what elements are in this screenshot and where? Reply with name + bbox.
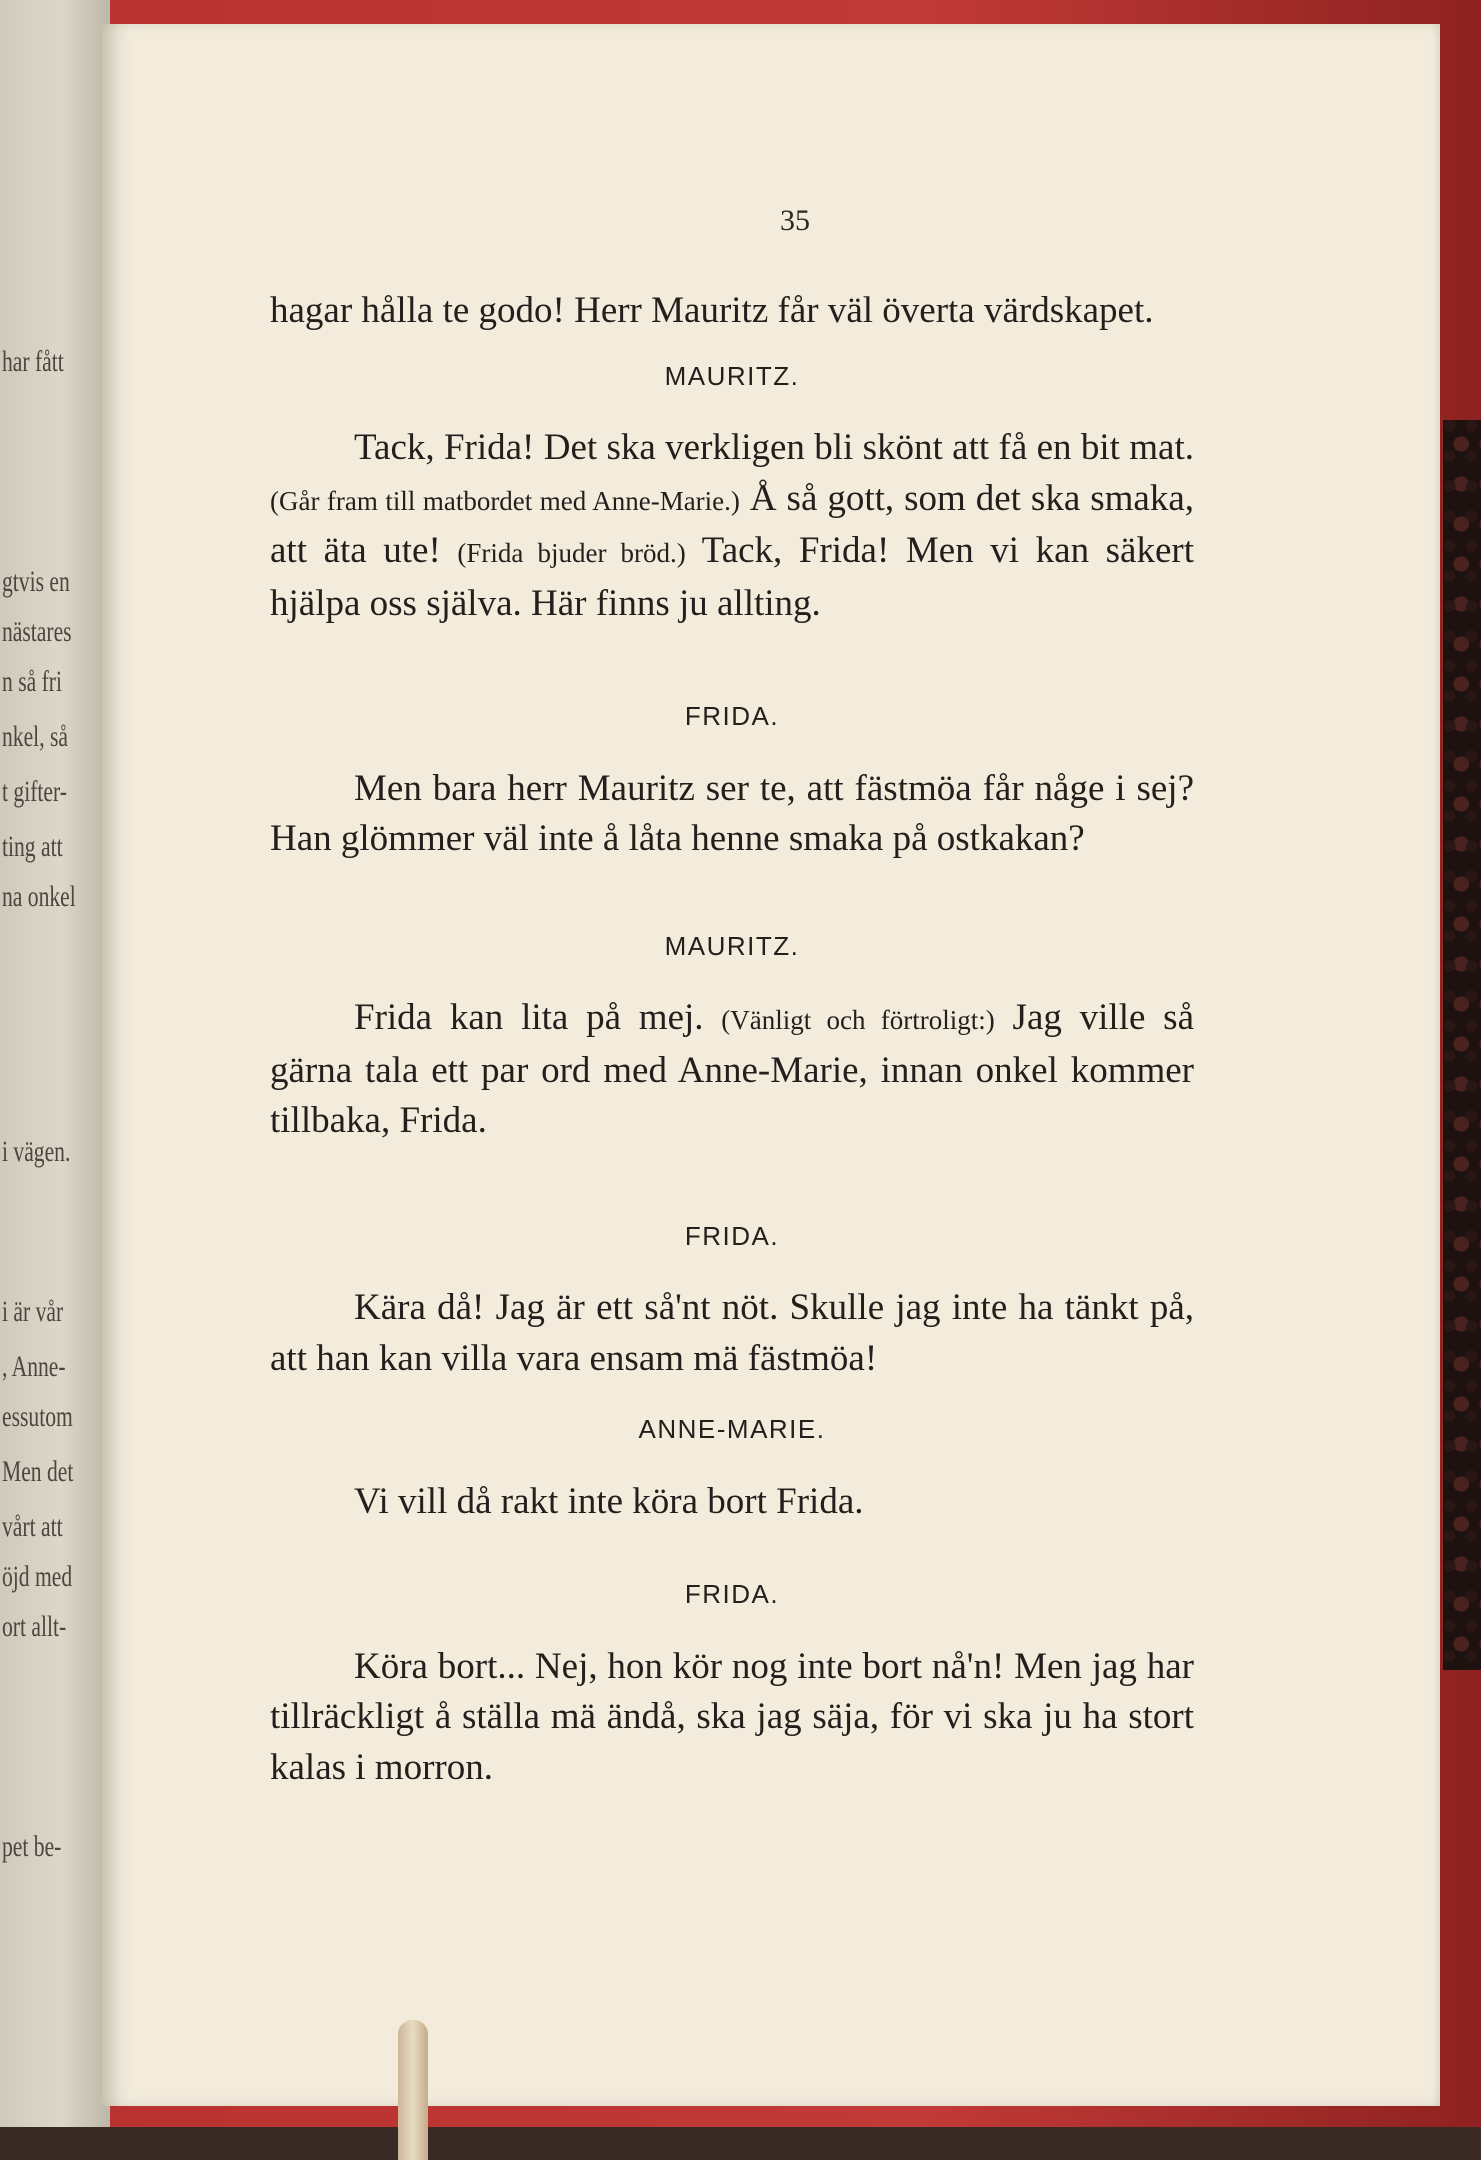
bookmark-ribbon	[398, 2020, 428, 2160]
stage-direction: (Vänligt och förtroligt:)	[721, 1005, 995, 1035]
page-number: 35	[780, 204, 810, 237]
dialogue-text: Tack, Frida! Men vi kan säkert hjälpa oss själva. Här finns ju allting.	[270, 530, 1195, 624]
facing-page-fragment: i vägen.	[2, 1135, 71, 1168]
dialogue-text: Men bara herr Mauritz ser te, att fästmöa får någe i sej? Han glömmer väl inte å låta henne smaka på ostkakan?	[270, 767, 1194, 859]
dialogue-paragraph	[270, 1477, 1194, 1528]
speaker-name: FRIDA.	[684, 701, 780, 731]
facing-page-fragment: ort allt-	[2, 1610, 67, 1643]
book-page	[102, 24, 1440, 2106]
facing-page-fragment: gtvis en	[2, 565, 70, 598]
page-text	[270, 286, 1194, 1793]
facing-page-fragment: har fått	[2, 345, 64, 378]
facing-page-fragment: vårt att	[2, 1510, 63, 1543]
facing-page-fragment: pet be-	[2, 1830, 62, 1863]
facing-page-fragment: t gifter-	[2, 775, 67, 808]
facing-page-fragment: nästares	[2, 615, 72, 648]
dialogue-text: Jag ville så gärna tala ett par ord med Anne-Marie, innan onkel kommer tillbaka, Frida.	[270, 997, 1194, 1141]
facing-page-fragment: essutom	[2, 1400, 73, 1433]
facing-page-fragment: n så fri	[2, 665, 62, 698]
dialogue-paragraph	[270, 1283, 1194, 1384]
speaker-name: FRIDA.	[684, 1220, 780, 1251]
dialogue-text: Frida kan lita på mej.	[354, 997, 722, 1038]
facing-page-fragment: i är vår	[2, 1295, 64, 1328]
dialogue-text: Köra bort... Nej, hon kör nog inte bort nå'n! Men jag har tillräckligt å ställa mä ändå, ska jag säja, för vi ska ju ha stort kalas i morron.	[270, 1645, 1194, 1788]
facing-page-fragment: öjd med	[2, 1560, 73, 1593]
facing-page-fragment: , Anne-	[2, 1350, 66, 1383]
dialogue-paragraph	[270, 423, 1194, 629]
dialogue-paragraph	[270, 1642, 1194, 1794]
facing-page	[0, 0, 110, 2127]
stage-direction: (Går fram till matbordet med Anne-Marie.)	[270, 485, 740, 516]
dialogue-paragraph	[270, 764, 1194, 865]
facing-page-fragment: na onkel	[2, 880, 76, 913]
cover-marbling	[1443, 420, 1481, 1670]
facing-page-fragment: ting att	[2, 830, 63, 863]
dialogue-text: Vi vill då rakt inte köra bort Frida.	[354, 1480, 864, 1522]
dialogue-text: Å så gott, som det ska smaka, att äta ute!	[270, 477, 1194, 571]
speaker-name: MAURITZ.	[664, 360, 800, 391]
dialogue-paragraph	[270, 286, 1194, 337]
speaker-name: FRIDA.	[684, 1579, 780, 1609]
dialogue-paragraph	[270, 993, 1194, 1147]
speaker-name: ANNE-MARIE.	[638, 1414, 826, 1444]
dialogue-text: Kära då! Jag är ett så'nt nöt. Skulle jag inte ha tänkt på, att han kan villa vara ensam mä fästmöa!	[270, 1287, 1194, 1379]
facing-page-fragment: nkel, så	[2, 720, 68, 753]
facing-page-fragment: Men det	[2, 1455, 74, 1488]
dialogue-text: Tack, Frida! Det ska verkligen bli skönt att få en bit mat.	[354, 427, 1194, 468]
speaker-name: MAURITZ.	[664, 930, 800, 961]
stage-direction: (Frida bjuder bröd.)	[457, 538, 686, 568]
dialogue-text: hagar hålla te godo! Herr Mauritz får väl överta värdskapet.	[270, 290, 1154, 331]
